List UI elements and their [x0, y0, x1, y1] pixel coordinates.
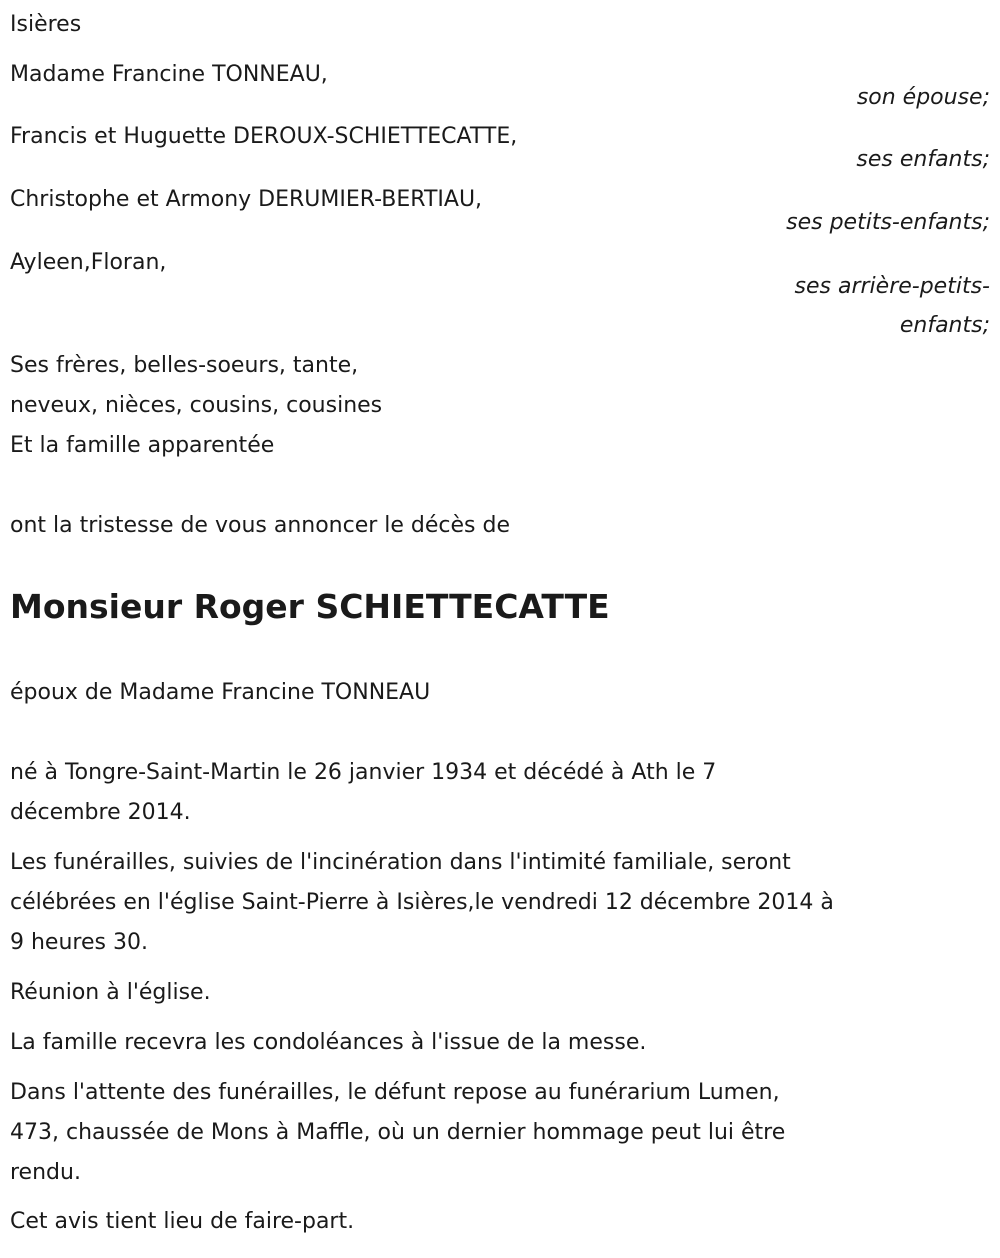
paragraph-line: né à Tongre-Saint-Martin le 26 janvier 1934 et décédé à Ath le 7 — [10, 760, 717, 785]
family-relation: ses petits-enfants; — [786, 210, 990, 235]
deceased-name: Monsieur Roger SCHIETTECATTE — [10, 587, 610, 626]
announcement: ont la tristesse de vous annoncer le décès de — [10, 513, 511, 538]
paragraph-line: rendu. — [10, 1160, 81, 1185]
place: Isières — [10, 12, 82, 37]
spouse-line: époux de Madame Francine TONNEAU — [10, 680, 431, 705]
paragraph-line: Dans l'attente des funérailles, le défunt repose au funérarium Lumen, — [10, 1080, 780, 1105]
family-name: Christophe et Armony DERUMIER-BERTIAU, — [10, 187, 483, 212]
extended-family-line: neveux, nièces, cousins, cousines — [10, 393, 383, 418]
paragraph-line: 473, chaussée de Mons à Maffle, où un dernier hommage peut lui être — [10, 1120, 786, 1145]
paragraph-line: Les funérailles, suivies de l'incinération dans l'intimité familiale, seront — [10, 850, 791, 875]
paragraph-line: Réunion à l'église. — [10, 980, 211, 1005]
extended-family-line: Ses frères, belles-soeurs, tante, — [10, 353, 359, 378]
paragraph-line: célébrées en l'église Saint-Pierre à Isières,le vendredi 12 décembre 2014 à — [10, 890, 834, 915]
family-relation: ses enfants; — [856, 147, 990, 172]
family-name: Madame Francine TONNEAU, — [10, 62, 328, 87]
family-name: Francis et Huguette DEROUX-SCHIETTECATTE, — [10, 124, 518, 149]
family-relation: enfants; — [899, 313, 990, 338]
family-relation: ses arrière-petits- — [794, 274, 990, 299]
extended-family-line: Et la famille apparentée — [10, 433, 275, 458]
paragraph-line: 9 heures 30. — [10, 930, 148, 955]
paragraph-line: décembre 2014. — [10, 800, 191, 825]
paragraph-line: La famille recevra les condoléances à l'issue de la messe. — [10, 1030, 647, 1055]
family-name: Ayleen,Floran, — [10, 250, 167, 275]
paragraph-line: Cet avis tient lieu de faire-part. — [10, 1209, 355, 1234]
family-relation: son épouse; — [856, 85, 990, 110]
